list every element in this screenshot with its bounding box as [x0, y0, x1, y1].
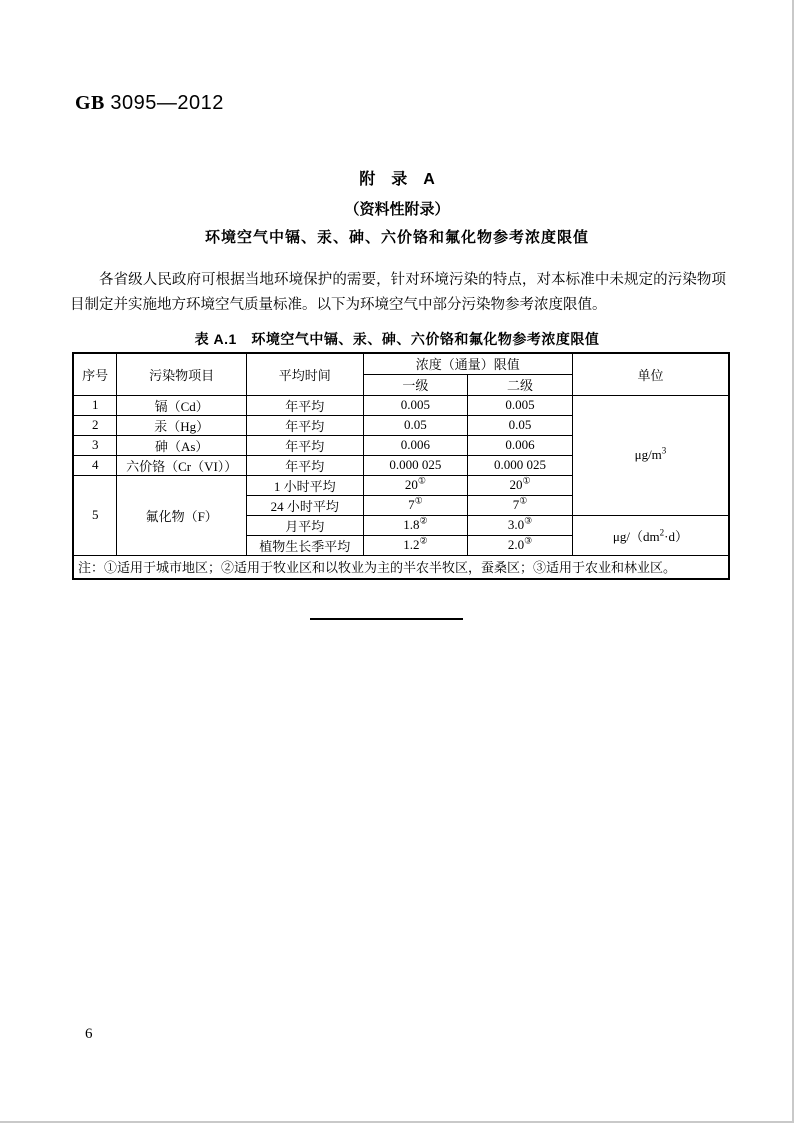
cell-grade1-value: 7① [363, 495, 468, 515]
cell-seq: 1 [73, 395, 117, 415]
cell-grade1-value: 0.000 025 [363, 455, 468, 475]
header-limit-group: 浓度（通量）限值 [363, 353, 572, 374]
cell-pollutant: 镉（Cd） [117, 395, 247, 415]
cell-grade2-value: 0.005 [468, 395, 573, 415]
cell-grade2-value: 20① [468, 475, 573, 495]
header-unit: 单位 [572, 353, 729, 395]
cell-grade2-value: 7① [468, 495, 573, 515]
cell-grade1-value: 1.2② [363, 535, 468, 555]
cell-grade1-value: 0.005 [363, 395, 468, 415]
page-number: 6 [85, 1026, 93, 1042]
cell-grade2-value: 0.05 [468, 415, 573, 435]
cell-grade2-value: 2.0③ [468, 535, 573, 555]
cell-unit-mass: $\mu g/m^3$ [572, 395, 729, 515]
cell-grade1-value: 0.006 [363, 435, 468, 455]
appendix-title: 附 录 A [359, 171, 435, 188]
end-of-text-rule [310, 618, 463, 620]
cell-seq: 2 [73, 415, 117, 435]
header-avg-time: 平均时间 [247, 353, 364, 395]
cell-pollutant: 砷（As） [117, 435, 247, 455]
table-caption: 表 A.1 环境空气中镉、汞、砷、六价铬和氟化物参考浓度限值 [194, 331, 600, 347]
cell-pollutant: 六价铬（Cr（VI）） [117, 455, 247, 475]
cell-avg-time: 24 小时平均 [247, 495, 364, 515]
table-note: 注：①适用于城市地区；②适用于牧业区和以牧业为主的半农半牧区，蚕桑区；③适用于农业和林业区。 [73, 555, 729, 579]
table-note-row [73, 555, 729, 579]
appendix-heading: 环境空气中镉、汞、砷、六价铬和氟化物参考浓度限值 [204, 229, 589, 246]
cell-grade1-value: 0.05 [363, 415, 468, 435]
cell-seq: 3 [73, 435, 117, 455]
cell-avg-time: 1 小时平均 [247, 475, 364, 495]
cell-seq: 5 [73, 475, 117, 555]
cell-pollutant: 汞（Hg） [117, 415, 247, 435]
cell-grade2-value: 0.000 025 [468, 455, 573, 475]
cell-unit-flux: $\mu g/(dm^2\cdot d)$ [572, 515, 729, 555]
header-pollutant: 污染物项目 [117, 353, 247, 395]
cell-pollutant: 氟化物（F） [117, 475, 247, 555]
header-seq: 序号 [73, 353, 117, 395]
cell-grade2-value: 3.0③ [468, 515, 573, 535]
cell-avg-time: 年平均 [247, 415, 364, 435]
header-grade1: 一级 [363, 374, 468, 395]
table-header-row [73, 353, 729, 374]
doc-number [75, 92, 224, 115]
cell-grade1-value: 20① [363, 475, 468, 495]
body-paragraph: 各省级人民政府可根据当地环境保护的需要，针对环境污染的特点，对本标准中未规定的污染物项目制定并实施地方环境空气质量标准。以下为环境空气中部分污染物参考浓度限值。 [70, 272, 726, 313]
cell-avg-time: 年平均 [247, 395, 364, 415]
header-grade2: 二级 [468, 374, 573, 395]
limits-table [72, 352, 730, 580]
doc-number-prefix: GB [75, 92, 105, 114]
cell-seq: 4 [73, 455, 117, 475]
cell-avg-time: 年平均 [247, 455, 364, 475]
cell-avg-time: 植物生长季平均 [247, 535, 364, 555]
appendix-subtitle: （资料性附录） [344, 201, 450, 218]
cell-avg-time: 月平均 [247, 515, 364, 535]
table-row [73, 395, 729, 415]
cell-avg-time: 年平均 [247, 435, 364, 455]
appendix-header [0, 166, 794, 247]
cell-grade1-value: 1.8② [363, 515, 468, 535]
cell-grade2-value: 0.006 [468, 435, 573, 455]
doc-number-rest: 3095—2012 [110, 92, 224, 114]
